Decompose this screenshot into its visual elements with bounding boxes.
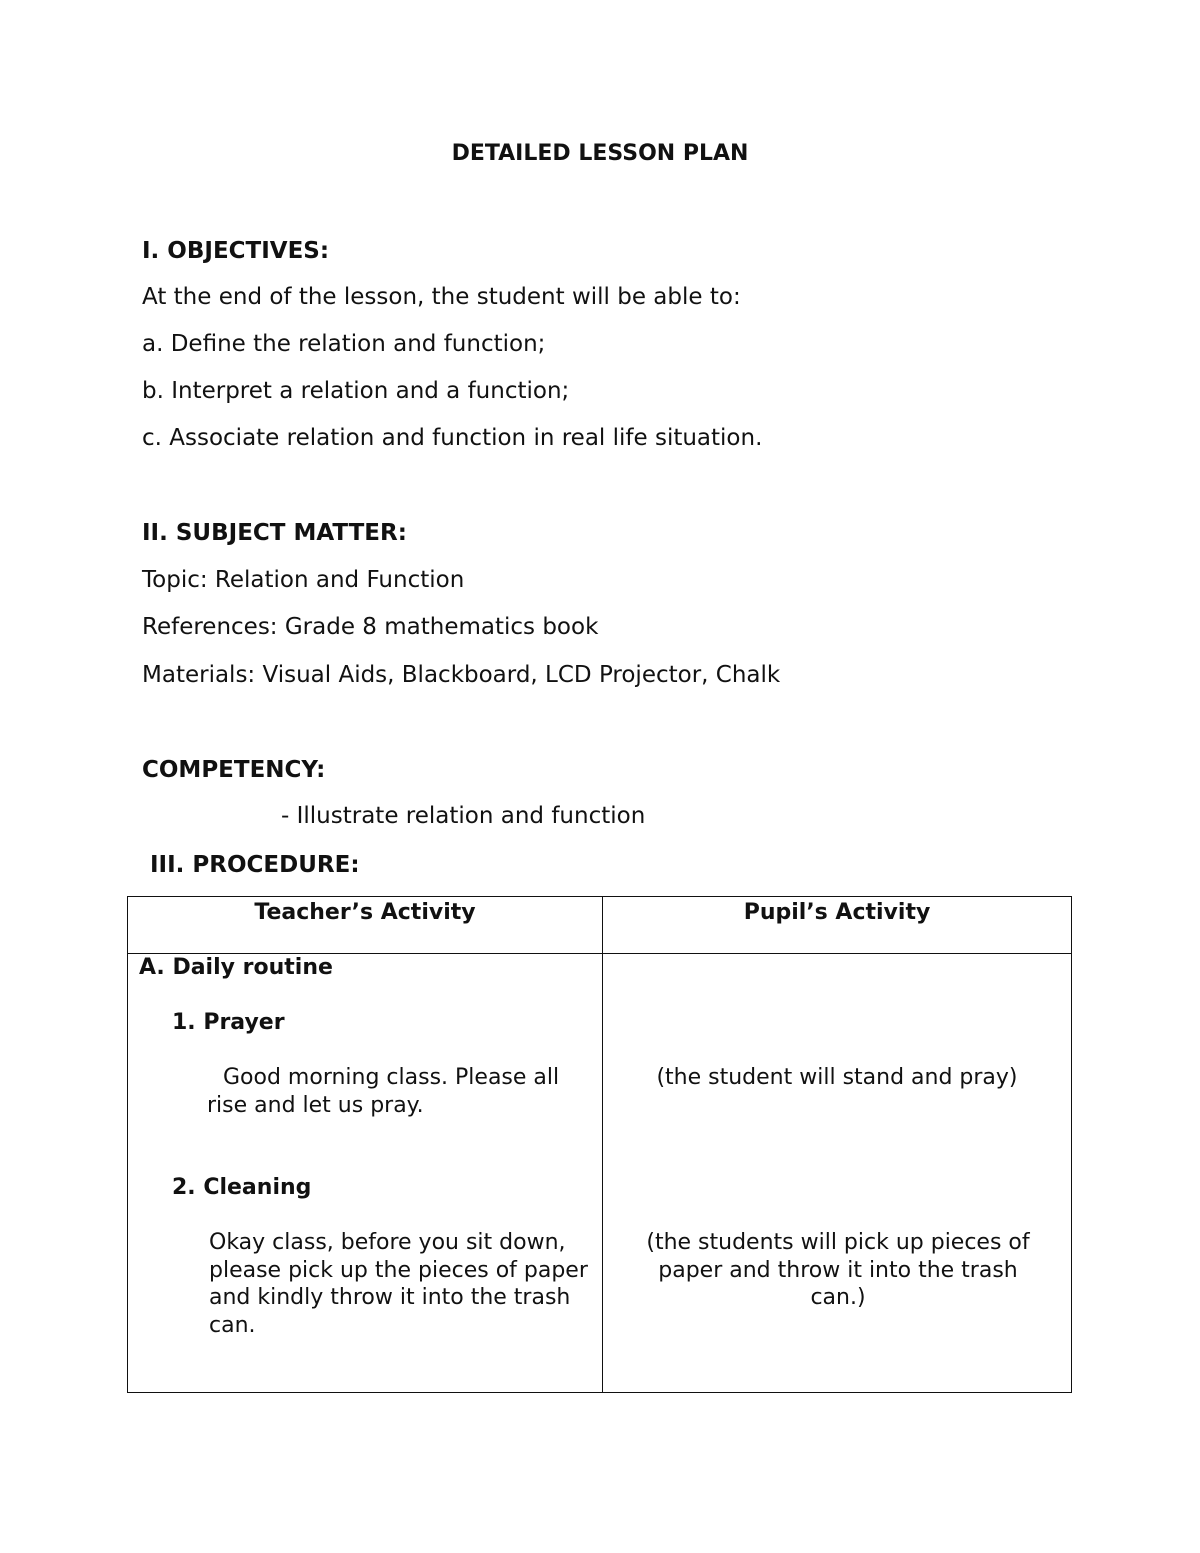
step-title-prayer: 1. Prayer [172, 1010, 285, 1035]
subject-topic: Topic: Relation and Function [142, 567, 465, 593]
subject-materials: Materials: Visual Aids, Blackboard, LCD Projector, Chalk [142, 662, 781, 688]
pupil-text-cleaning: (the students will pick up pieces of paper and throw it into the trash can.) [646, 1230, 1030, 1310]
objective-item: b. Interpret a relation and a function; [142, 378, 570, 404]
objectives-intro: At the end of the lesson, the student will be able to: [142, 284, 741, 310]
pupil-activity-header: Pupil’s Activity [743, 900, 931, 925]
document-title: DETAILED LESSON PLAN [451, 141, 749, 166]
pupil-text-prayer: (the student will stand and pray) [656, 1065, 1018, 1090]
subject-matter-heading: II. SUBJECT MATTER: [142, 520, 407, 546]
section-heading-daily-routine: A. Daily routine [139, 955, 333, 980]
procedure-table [127, 896, 1072, 1393]
column-divider [602, 897, 603, 1392]
objective-item: a. Define the relation and function; [142, 331, 546, 357]
competency-item: - Illustrate relation and function [281, 803, 646, 829]
objectives-heading: I. OBJECTIVES: [142, 238, 330, 264]
competency-heading: COMPETENCY: [142, 757, 326, 783]
teacher-activity-header: Teacher’s Activity [254, 900, 476, 925]
teacher-text-cleaning: Okay class, before you sit down, please pick up the pieces of paper and kindly throw it into the trash can. [209, 1230, 588, 1338]
objective-item: c. Associate relation and function in real life situation. [142, 425, 763, 451]
subject-references: References: Grade 8 mathematics book [142, 614, 599, 640]
step-title-cleaning: 2. Cleaning [172, 1175, 312, 1200]
procedure-heading: III. PROCEDURE: [150, 852, 360, 878]
teacher-text-prayer: Good morning class. Please all rise and let us pray. [207, 1065, 560, 1118]
